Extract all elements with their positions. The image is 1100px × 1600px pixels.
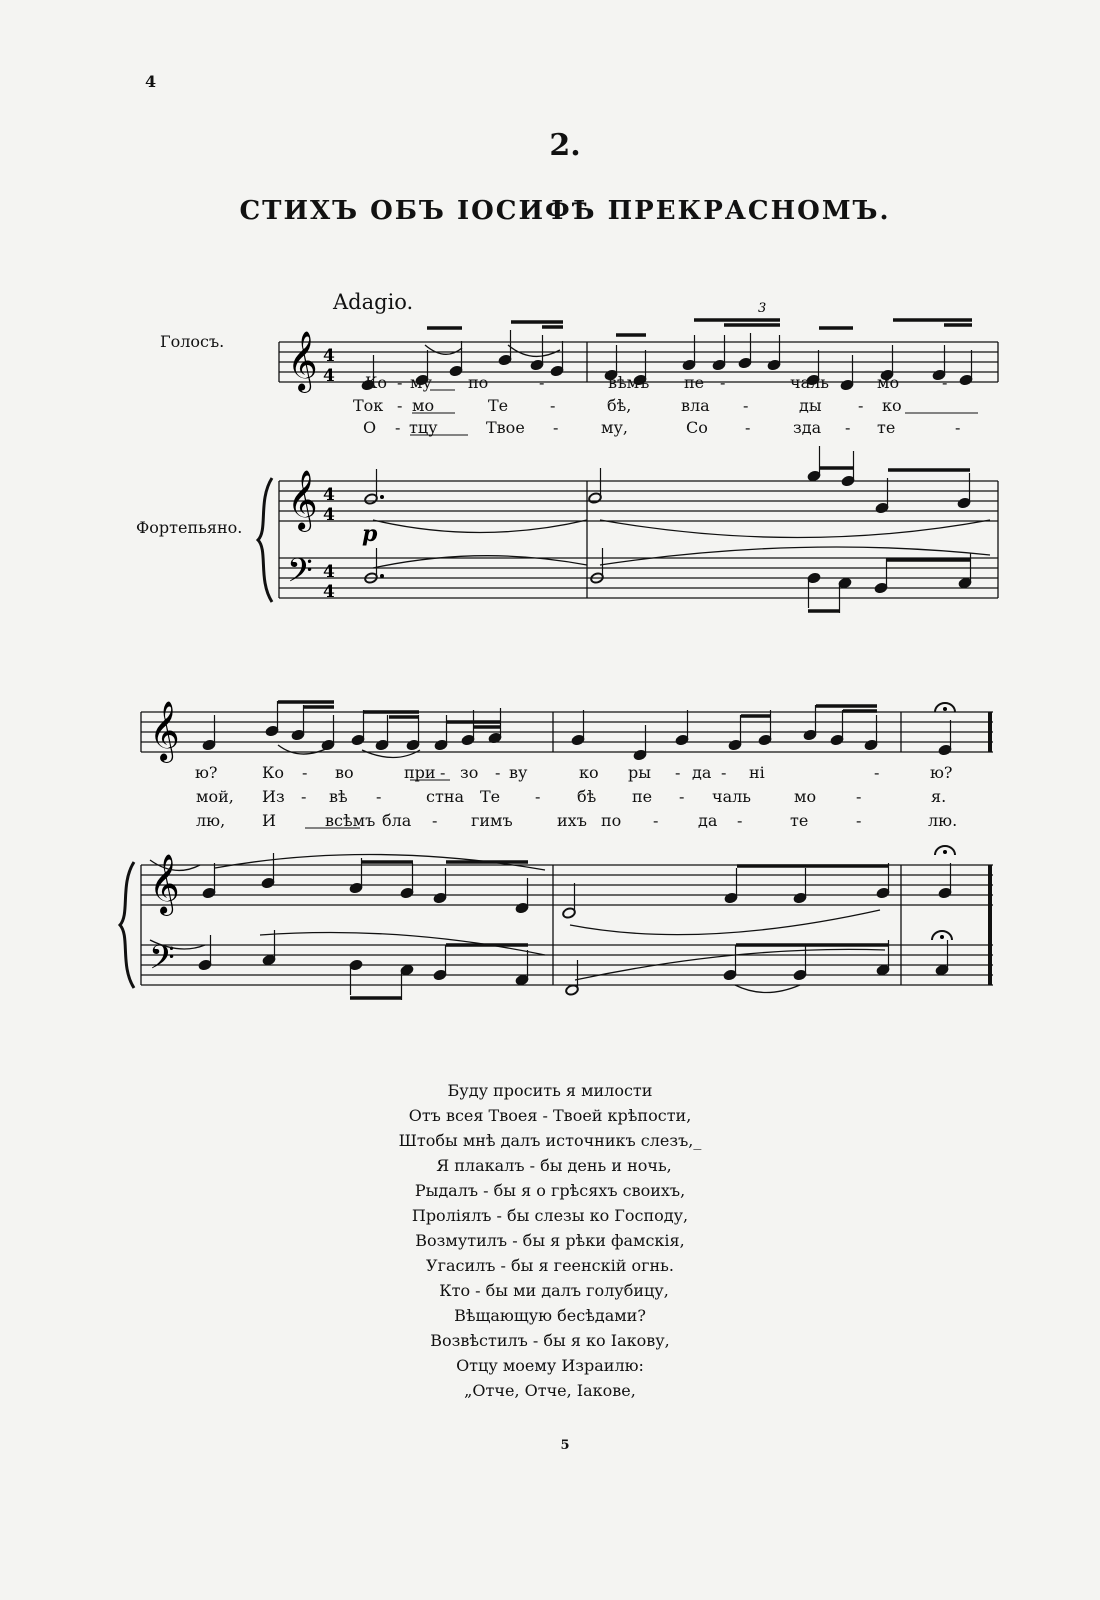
lyric-syllable: бѣ — [577, 787, 597, 806]
lyric-syllable: - — [743, 396, 749, 415]
lyric-syllable: чаль — [790, 373, 829, 392]
lyric-syllable: по — [468, 373, 489, 392]
lyric-syllable: всѣмъ — [325, 811, 376, 830]
lyric-syllable: - — [495, 763, 501, 782]
lyric-syllable: да — [698, 811, 718, 830]
fermata-dot — [943, 850, 947, 854]
lyric-syllable: ву — [509, 763, 528, 782]
lyric-syllable: му, — [601, 418, 628, 437]
time-signature-denominator: 4 — [323, 582, 335, 602]
note-dot — [380, 495, 384, 499]
staff-lines — [141, 342, 998, 985]
lyric-syllable: гимъ — [471, 811, 513, 830]
lyric-syllable: ні — [749, 763, 765, 782]
lyric-syllable: - — [720, 373, 726, 392]
poem-line: Рыдалъ - бы я о грѣсяхъ своихъ, — [414, 1181, 686, 1200]
piece-title: СТИХЪ ОБЪ ІОСИФѢ ПРЕКРАСНОМЪ. — [239, 196, 891, 226]
treble-clef-icon: 𝄞 — [287, 331, 318, 391]
lyric-syllable: ю? — [930, 763, 953, 782]
lyric-syllable: я. — [931, 787, 947, 806]
slur — [373, 520, 587, 533]
poem-line: Вѣщающую бесѣдами? — [454, 1306, 646, 1325]
slur — [425, 345, 462, 354]
poem-line: Возвѣстилъ - бы я ко Іакову, — [430, 1331, 670, 1350]
lyric-syllable: - — [955, 418, 961, 437]
treble-clef-icon: 𝄞 — [149, 701, 180, 761]
lyric-syllable: Твое — [486, 418, 525, 437]
poem-line: „Отче, Отче, Іакове, — [464, 1381, 636, 1400]
lyric-syllable: Со — [686, 418, 708, 437]
poem-line: Отцу моему Израилю: — [456, 1356, 644, 1375]
lyric-syllable: - — [653, 811, 659, 830]
lyric-syllable: - — [942, 373, 948, 392]
lyric-syllable: Те — [480, 787, 501, 806]
lyric-syllable: мо — [794, 787, 817, 806]
lyric-syllable: - — [397, 373, 403, 392]
poem-line: Кто - бы ми далъ голубицу, — [439, 1281, 669, 1300]
piano-label: Фортепьяно. — [136, 518, 243, 537]
bass-clef-icon: 𝄢 — [287, 552, 313, 598]
lyric-syllable: - — [302, 763, 308, 782]
lyric-syllable: - — [745, 418, 751, 437]
lyric-syllable: во — [335, 763, 354, 782]
lyric-syllable: му — [410, 373, 432, 392]
lyric-syllable: - — [737, 811, 743, 830]
lyric-syllable: - — [301, 787, 307, 806]
poem-line: Проліялъ - бы слезы ко Господу, — [411, 1206, 689, 1225]
time-signature-numerator: 4 — [323, 562, 335, 582]
note-dot — [380, 574, 384, 578]
lyric-syllable: вѣ — [329, 787, 348, 806]
lyric-syllable: - — [721, 763, 727, 782]
lyric-syllable: зда — [793, 418, 822, 437]
lyric-syllable: Ток — [353, 396, 384, 415]
lyric-syllable: те — [877, 418, 896, 437]
lyric-syllable: ю? — [195, 763, 218, 782]
lyric-syllable: - — [858, 396, 864, 415]
lyric-syllable: стна — [426, 787, 465, 806]
slur — [508, 345, 560, 356]
lyric-syllable: - — [397, 396, 403, 415]
lyric-syllable: - — [553, 418, 559, 437]
lyric-syllable: мо — [412, 396, 435, 415]
lyric-syllable: пе — [684, 373, 705, 392]
fermata-dot — [943, 707, 947, 711]
lyric-syllable: ры — [628, 763, 651, 782]
lyric-syllable: ко — [882, 396, 902, 415]
lyric-syllable: Из — [262, 787, 285, 806]
lyric-syllable: И — [262, 811, 276, 830]
lyric-syllable: - — [856, 787, 862, 806]
lyric-syllable: ко — [579, 763, 599, 782]
lyric-syllable: Ко — [365, 373, 388, 392]
poem-line: Возмутилъ - бы я рѣки фамскія, — [415, 1231, 685, 1250]
treble-clef-icon: 𝄞 — [149, 854, 180, 914]
piece-number: 2. — [549, 128, 581, 163]
slur — [735, 985, 800, 993]
time-signatures — [323, 346, 335, 602]
lyric-syllable: тцу — [409, 418, 438, 437]
lyric-syllable: вѣмъ — [608, 373, 650, 392]
lyric-syllable: бла — [382, 811, 412, 830]
slur — [600, 520, 990, 538]
lyric-syllable: - — [539, 373, 545, 392]
lyric-syllable: - — [675, 763, 681, 782]
time-signature-numerator: 4 — [323, 485, 335, 505]
notes — [198, 320, 973, 1000]
piano-brace — [258, 478, 272, 602]
lyric-syllable: ихъ — [557, 811, 587, 830]
lyric-syllable: - — [679, 787, 685, 806]
time-signature-denominator: 4 — [323, 366, 335, 386]
lyric-syllable: зо — [460, 763, 479, 782]
lyric-syllable: - — [550, 396, 556, 415]
slur — [362, 750, 420, 758]
poem-line: Отъ всея Твоея - Твоей крѣпости, — [408, 1106, 692, 1125]
lyric-syllable: - — [440, 763, 446, 782]
poem-line: Буду просить я милости — [447, 1081, 653, 1100]
dynamic-marking: p — [362, 521, 378, 547]
lyric-syllable: лю. — [928, 811, 958, 830]
page-number: 4 — [145, 72, 157, 91]
lyric-syllable: да — [692, 763, 712, 782]
lyric-syllable: О — [363, 418, 377, 437]
lyric-syllable: - — [845, 418, 851, 437]
triplet-marking: 3 — [758, 301, 767, 316]
voice-label: Голосъ. — [160, 332, 225, 351]
lyric-syllable: лю, — [196, 811, 226, 830]
treble-clef-icon: 𝄞 — [287, 470, 318, 530]
poem-line: Штобы мнѣ далъ источникъ слезъ,_ — [398, 1131, 702, 1150]
lyric-syllable: те — [790, 811, 809, 830]
lyric-syllable: Те — [488, 396, 509, 415]
lyric-syllable: мой, — [196, 787, 234, 806]
lyric-syllable: чаль — [712, 787, 751, 806]
barlines — [120, 342, 998, 988]
lyric-syllable: бѣ, — [607, 396, 632, 415]
lyric-syllable: - — [395, 418, 401, 437]
lyric-syllable: ды — [799, 396, 822, 415]
lyric-syllable: при — [404, 763, 436, 782]
lyric-syllable: - — [874, 763, 880, 782]
lyric-syllable: - — [856, 811, 862, 830]
time-signature-denominator: 4 — [323, 505, 335, 525]
clefs — [149, 331, 318, 985]
time-signature-numerator: 4 — [323, 346, 335, 366]
lyric-syllable: - — [376, 787, 382, 806]
fermata-dot — [940, 935, 944, 939]
lyric-syllable: пе — [632, 787, 653, 806]
slur — [600, 547, 990, 565]
lyric-syllable: Ко — [262, 763, 285, 782]
tempo-marking: Adagio. — [333, 290, 414, 314]
poem-line: Я плакалъ - бы день и ночь, — [436, 1156, 672, 1175]
lyric-syllable: - — [535, 787, 541, 806]
slur — [570, 910, 880, 935]
footer-number: 5 — [560, 1438, 570, 1453]
lyric-syllable: по — [601, 811, 622, 830]
piano-brace — [120, 862, 134, 988]
bass-clef-icon: 𝄢 — [149, 939, 175, 985]
lyric-syllable: - — [432, 811, 438, 830]
poem-line: Угасилъ - бы я геенскій огнь. — [426, 1256, 674, 1275]
lyric-syllable: вла — [681, 396, 710, 415]
lyric-syllable: мо — [877, 373, 900, 392]
poem-text — [0, 1078, 1100, 1403]
